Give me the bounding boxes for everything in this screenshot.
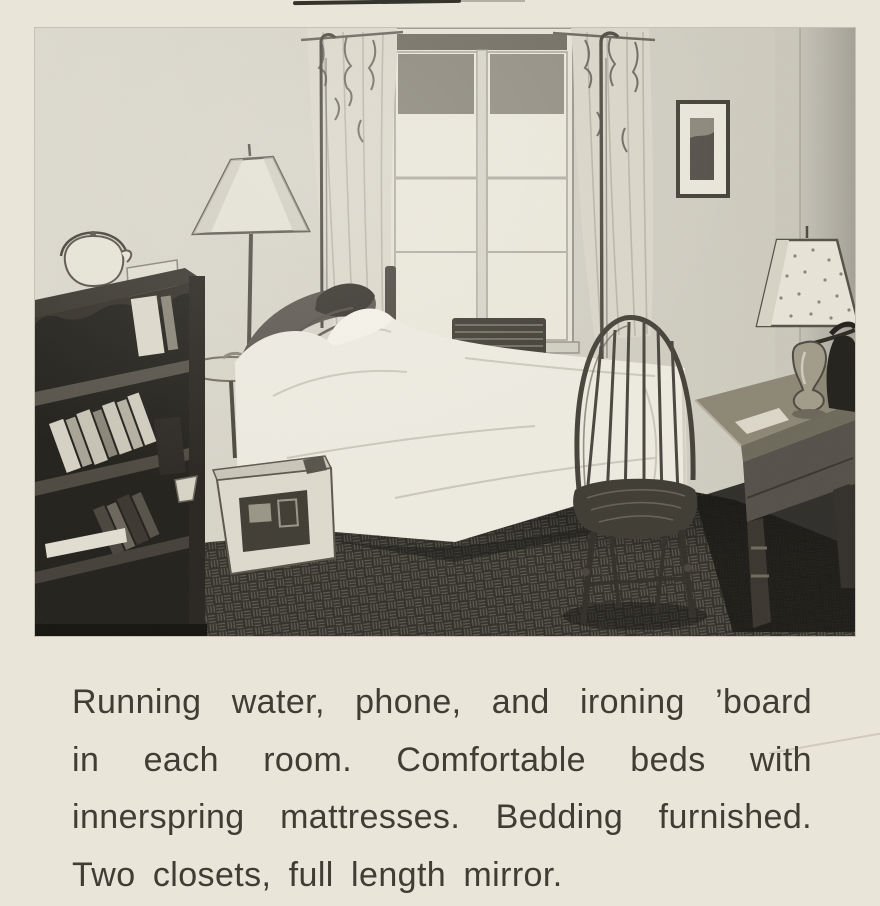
- film-grain: [35, 28, 855, 636]
- caption-line: in each room. Comfortable beds with: [72, 740, 812, 779]
- caption-line: Two closets, full length mirror.: [72, 855, 563, 894]
- caption-line: Running water, phone, and ironing ’board: [72, 683, 812, 721]
- room-photo-illustration: [35, 28, 855, 636]
- room-photograph: [35, 28, 855, 636]
- scan-edge-line: [293, 0, 461, 5]
- scan-edge-line-faint: [455, 0, 525, 2]
- caption-line: innerspring mattresses. Bedding furnished.: [72, 798, 812, 836]
- caption: [72, 674, 812, 904]
